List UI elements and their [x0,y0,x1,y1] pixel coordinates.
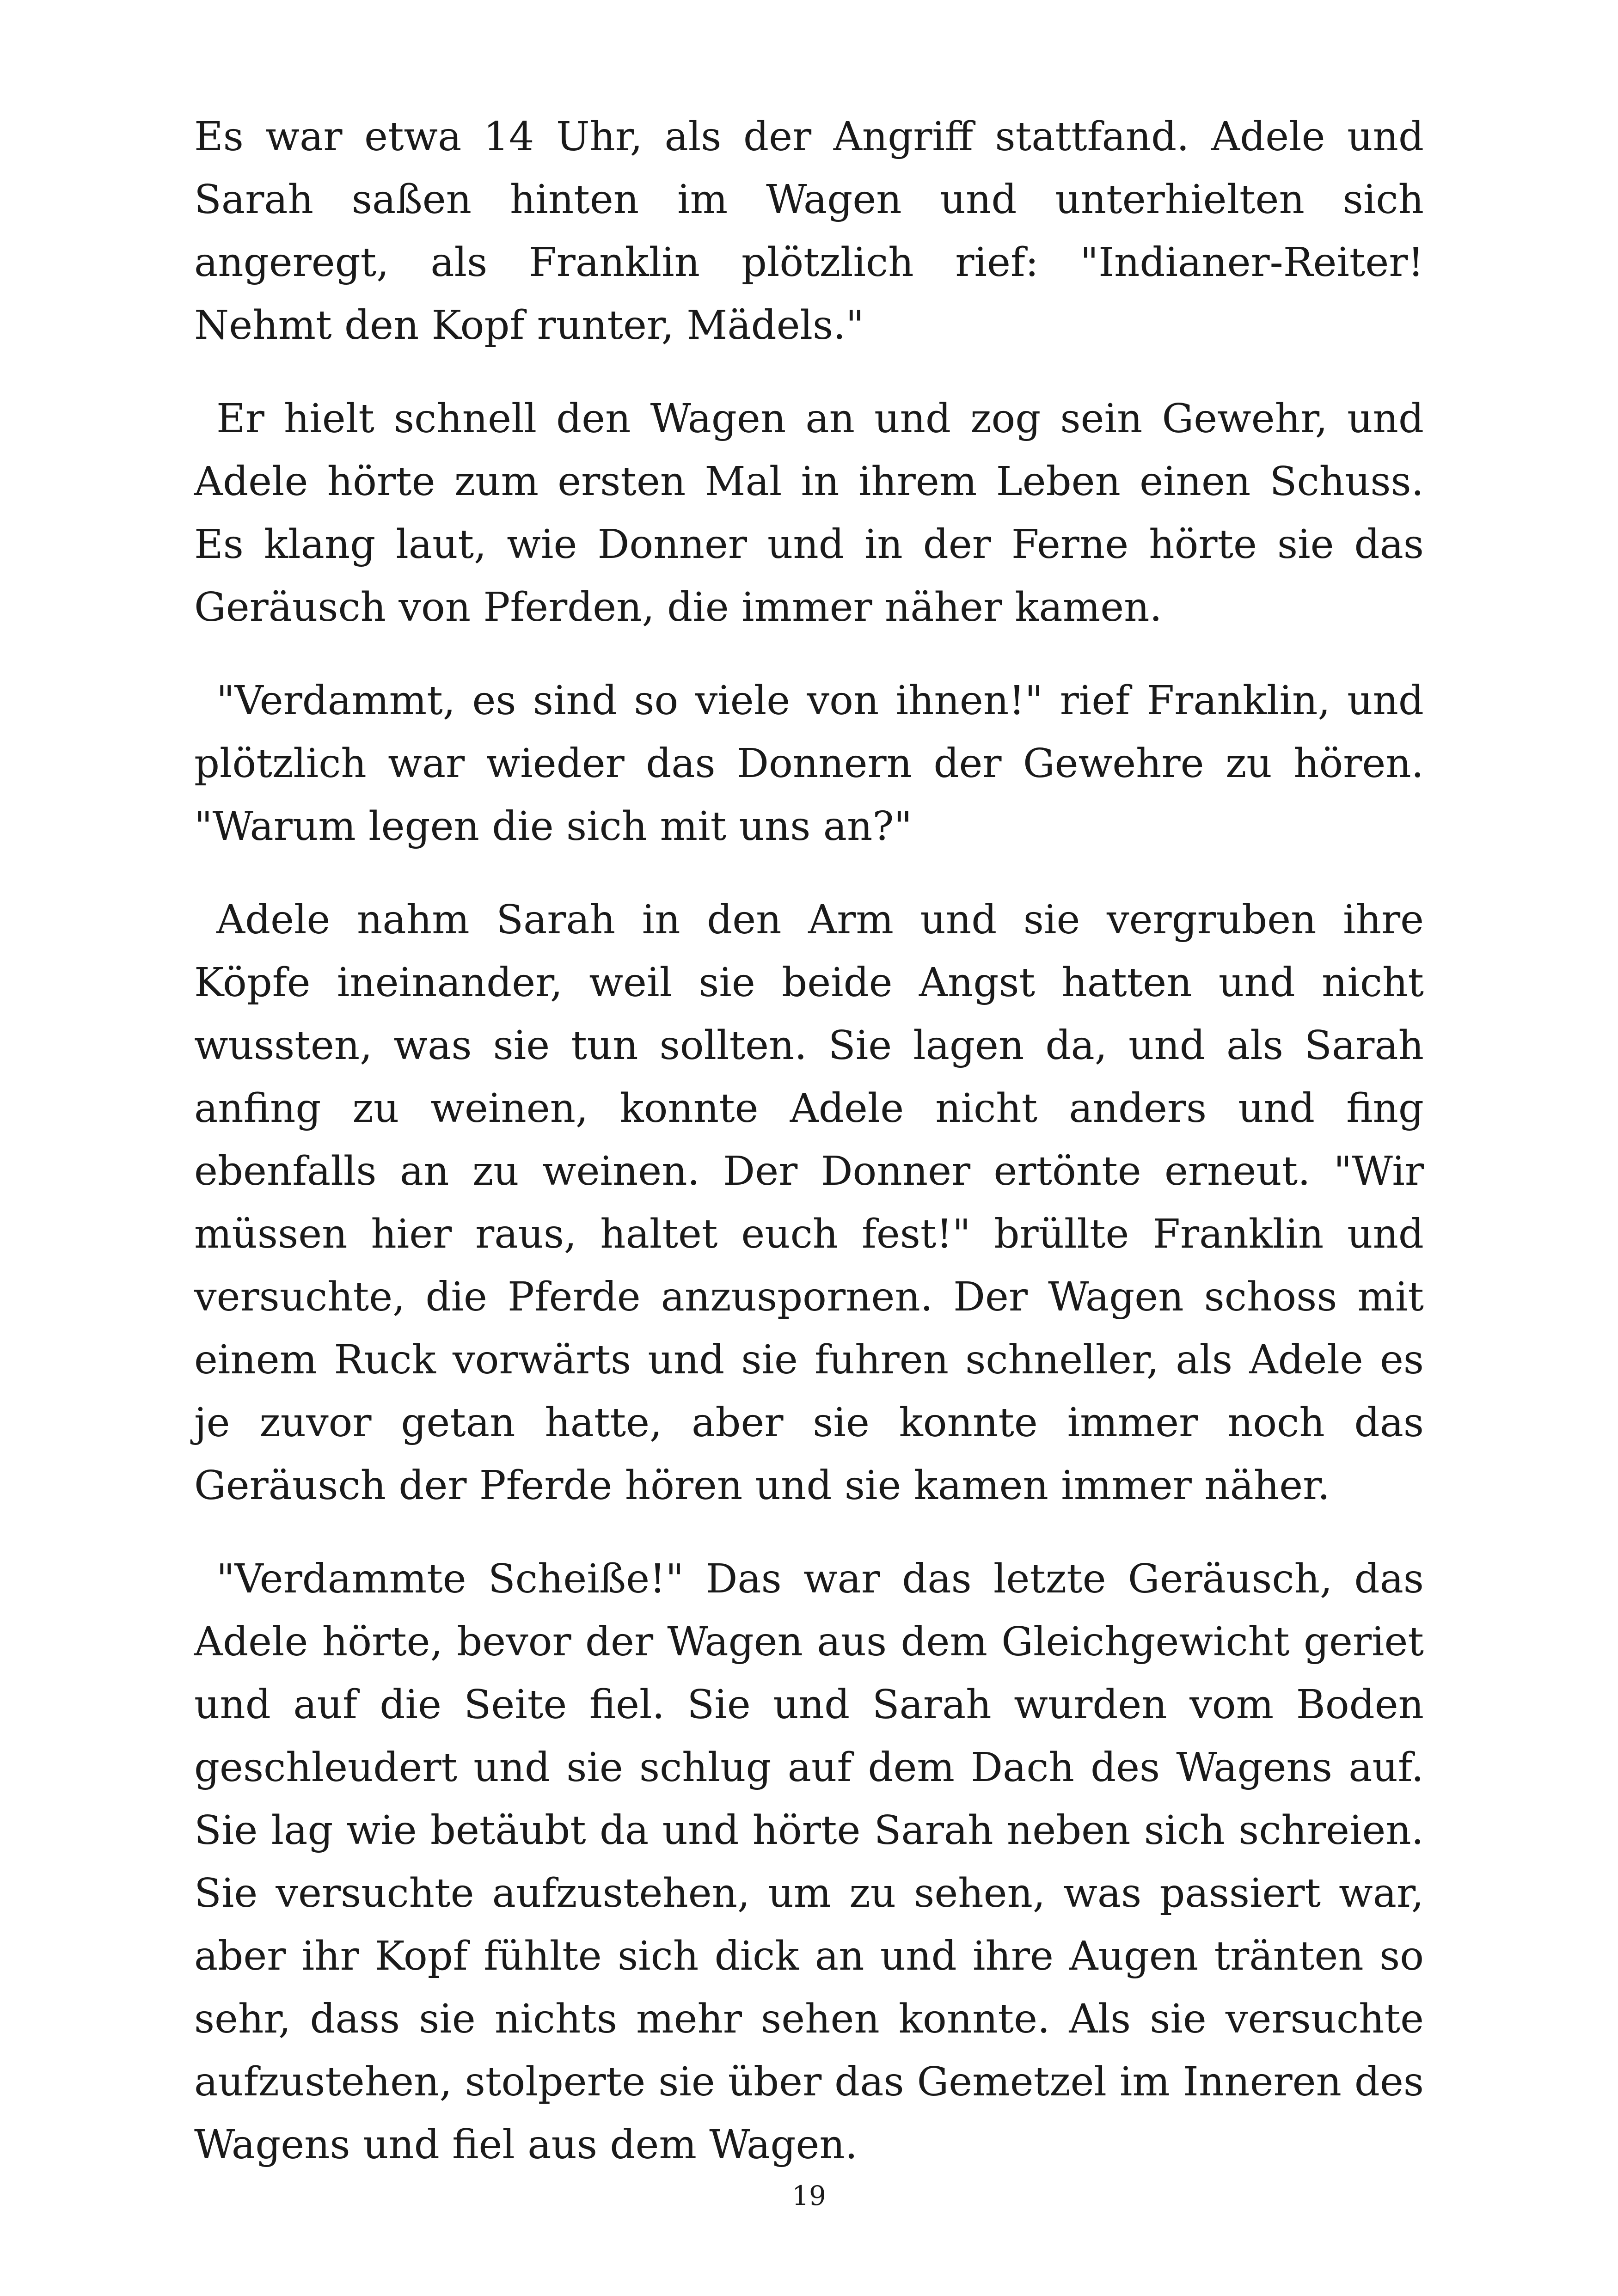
paragraph-2: Er hielt schnell den Wagen an und zog sein Gewehr, und Adele hörte zum ersten Mal in ihrem Leben einen Schuss. Es klang laut, wie Donner und in der Ferne hörte sie das Geräusch von Pferden, die immer näher kamen. [194,396,1424,631]
paragraph-3: "Verdammt, es sind so viele von ihnen!" rief Franklin, und plötzlich war wieder das Donnern der Gewehre zu hören. "Warum legen die sich mit uns an?" [194,678,1424,850]
paragraph-5: "Verdammte Scheiße!" Das war das letzte Geräusch, das Adele hörte, bevor der Wagen aus dem Gleichgewicht geriet und auf die Seite fiel. Sie und Sarah wurden vom Boden geschleudert und sie schlug auf dem Dach des Wagens auf. Sie lag wie betäubt da und hörte Sarah neben sich schreien. Sie versuchte aufzustehen, um zu sehen, was passiert war, aber ihr Kopf fühlte sich dick an und ihre Augen tränten so sehr, dass sie nichts mehr sehen konnte. Als sie versuchte aufzustehen, stolperte sie über das Gemetzel im Inneren des Wagens und fiel aus dem Wagen. [194,1556,1424,2168]
page-number: 19 [792,2180,826,2211]
paragraph-1: Es war etwa 14 Uhr, als der Angriff stattfand. Adele und Sarah saßen hinten im Wagen und unterhielten sich angeregt, als Franklin plötzlich rief: "Indianer-Reiter! Nehmt den Kopf runter, Mädels." [194,114,1424,349]
paragraph-4: Adele nahm Sarah in den Arm und sie vergruben ihre Köpfe ineinander, weil sie beide Angst hatten und nicht wussten, was sie tun sollten. Sie lagen da, und als Sarah anfing zu weinen, konnte Adele nicht anders und fing ebenfalls an zu weinen. Der Donner ertönte erneut. "Wir müssen hier raus, haltet euch fest!" brüllte Franklin und versuchte, die Pferde anzuspornen. Der Wagen schoss mit einem Ruck vorwärts und sie fuhren schneller, als Adele es je zuvor getan hatte, aber sie konnte immer noch das Geräusch der Pferde hören und sie kamen immer näher. [194,897,1424,1509]
body-text [194,105,1424,2207]
